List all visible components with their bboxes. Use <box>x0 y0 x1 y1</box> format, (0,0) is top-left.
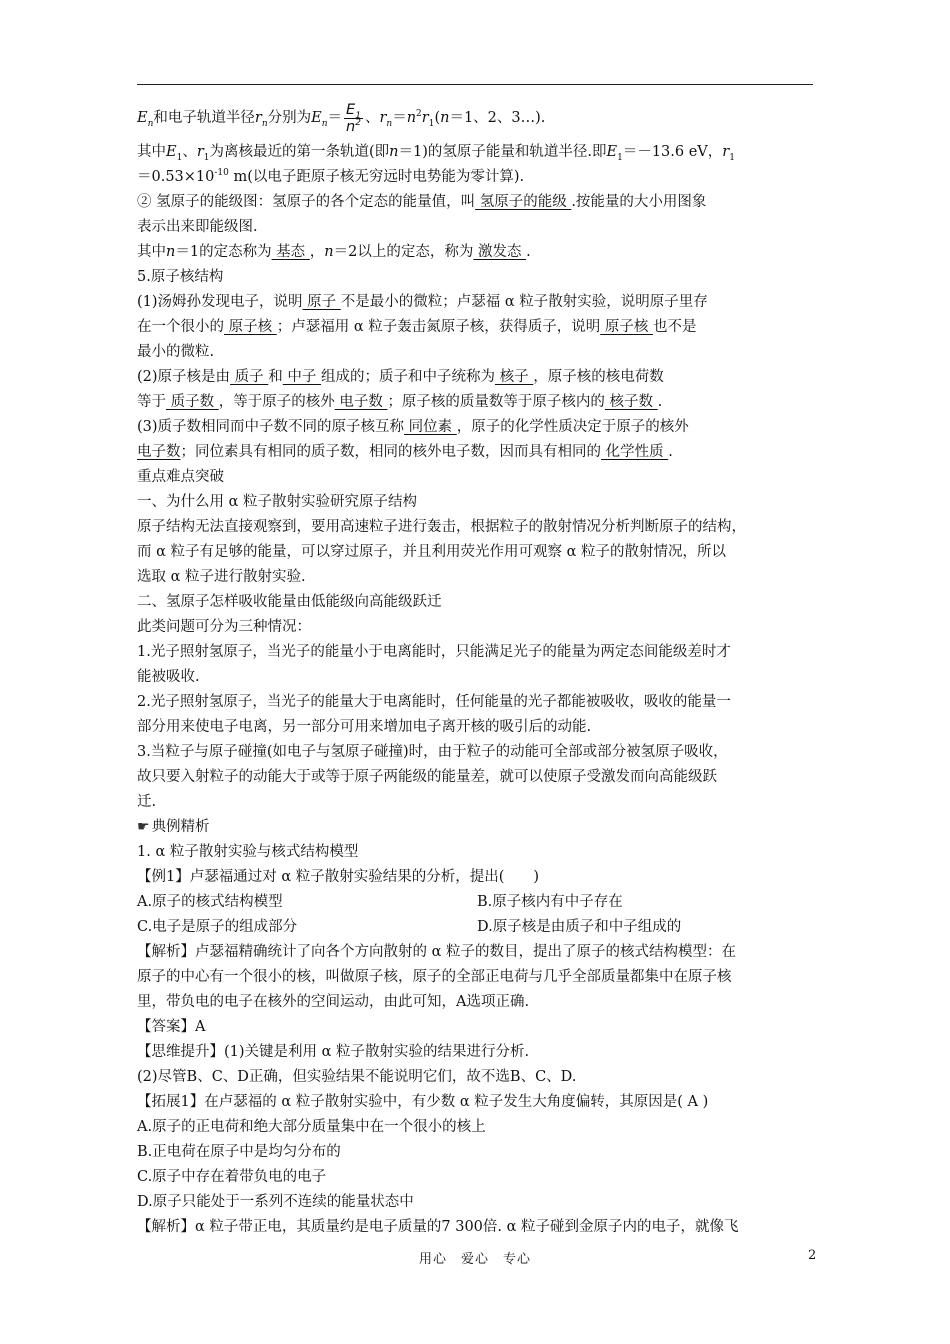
text-line: 最小的微粒. <box>137 344 215 360</box>
text-line: (1)汤姆孙发现电子，说明 原子 不是最小的微粒；卢瑟福 α 粒子散射实验，说明原子里存 <box>137 294 708 310</box>
text-line: 故只要入射粒子的动能大于或等于原子两能级的能量差，就可以使原子受激发而向高能级跃 <box>137 769 717 785</box>
blank-answer: 核子数 <box>604 394 658 410</box>
blank-answer: 原子核 <box>600 319 653 335</box>
blank-answer: 激发态 <box>473 244 527 260</box>
text-line: 能被吸收. <box>137 669 200 685</box>
page-number: 2 <box>808 1248 817 1263</box>
text-line: 而 α 粒子有足够的能量，可以穿过原子，并且利用荧光作用可观察 α 粒子的散射情况，所以 <box>137 544 727 560</box>
text-line: 原子结构无法直接观察到，要用高速粒子进行轰击，根据粒子的散射情况分析判断原子的结构， <box>137 519 746 535</box>
blank-answer: 同位素 <box>404 419 457 435</box>
blank-answer: 质子 <box>230 369 269 385</box>
option-row <box>137 890 817 915</box>
footer-motto: 用心 爱心 专心 <box>418 1252 531 1267</box>
header-rule <box>137 84 813 85</box>
text-line: 【解析】卢瑟福精确统计了向各个方向散射的 α 粒子的数目，提出了原子的核式结构模型：在 <box>137 944 737 960</box>
option-d: D.原子核是由质子和中子组成的 <box>477 919 682 935</box>
text-line: 选取 α 粒子进行散射实验. <box>137 569 306 585</box>
text-line: 迁. <box>137 794 157 810</box>
pointing-hand-icon: ☛ <box>137 819 150 835</box>
text-line: 电子数；同位素具有相同的质子数，相同的核外电子数，因而具有相同的 化学性质 . <box>137 444 673 460</box>
section-heading: 1. α 粒子散射实验与核式结构模型 <box>137 844 359 860</box>
option-row <box>137 915 817 940</box>
section-heading: 5.原子核结构 <box>137 269 224 285</box>
text-line: 1.光子照射氢原子，当光子的能量小于电离能时，只能满足光子的能量为两定态间能级差时才 <box>137 644 731 660</box>
text-line: 【思维提升】(1)关键是利用 α 粒子散射实验的结果进行分析. <box>137 1044 530 1060</box>
text-line: ② 氢原子的能级图：氢原子的各个定态的能量值，叫 氢原子的能级 .按能量的大小用图象 <box>137 194 707 210</box>
blank-answer: 氢原子的能级 <box>475 194 572 210</box>
option-line: A.原子的正电荷和绝大部分质量集中在一个很小的核上 <box>137 1119 486 1135</box>
blank-answer: 基态 <box>271 244 310 260</box>
blank-answer: 电子数 <box>137 444 181 460</box>
option-b: B.原子核内有中子存在 <box>477 894 623 910</box>
option-a: A.原子的核式结构模型 <box>137 894 283 910</box>
blank-answer: 原子 <box>302 294 341 310</box>
text-line: 原子的中心有一个很小的核，叫做原子核，原子的全部正电荷与几乎全部质量都集中在原子核 <box>137 969 732 985</box>
question-line: 【例1】卢瑟福通过对 α 粒子散射实验结果的分析，提出( ) <box>137 869 540 885</box>
section-heading: 一、为什么用 α 粒子散射实验研究原子结构 <box>137 494 418 510</box>
option-line: B.正电荷在原子中是均匀分布的 <box>137 1144 341 1160</box>
text-line: 其中n＝1的定态称为 基态 ，n＝2以上的定态，称为 激发态 . <box>137 244 531 260</box>
text-line: 里，带负电的电子在核外的空间运动，由此可知，A选项正确. <box>137 994 530 1010</box>
question-line: 【拓展1】在卢瑟福的 α 粒子散射实验中，有少数 α 粒子发生大角度偏转，其原因是( A ) <box>137 1094 709 1110</box>
text-line: 其中$E_1$、$r_1$为离核最近的第一条轨道(即n＝1)的氢原子能量和轨道半径.即$E_1=-13.6$ eV，$r_1$ <box>137 144 735 163</box>
blank-answer: 核子 <box>494 369 534 385</box>
text-line: 在一个很小的 原子核 ；卢瑟福用 α 粒子轰击氮原子核，获得质子，说明 原子核 也不是 <box>137 319 697 335</box>
text-line: 等于 质子数 ，等于原子的核外 电子数 ；原子核的质量数等于原子核内的 核子数 . <box>137 394 663 410</box>
option-line: C.原子中存在着带负电的电子 <box>137 1169 327 1185</box>
option-line: D.原子只能处于一系列不连续的能量状态中 <box>137 1194 414 1210</box>
blank-answer: 化学性质 <box>601 444 669 460</box>
section-heading: 二、氢原子怎样吸收能量由低能级向高能级跃迁 <box>137 594 442 610</box>
option-c: C.电子是原子的组成部分 <box>137 919 298 935</box>
text-line: 表示出来即能级图. <box>137 219 258 235</box>
text-line: 部分用来使电子电离，另一部分可用来增加电子离开核的吸引后的动能. <box>137 719 592 735</box>
blank-answer: 原子核 <box>224 319 277 335</box>
text-line: $E_n$和电子轨道半径$r_n$分别为$E_n=$ $\frac{E_1}{n^2}$ 、$r_n=n^2r_1(n=1$、2、3…). <box>137 101 546 135</box>
text-line: 2.光子照射氢原子，当光子的能量大于电离能时，任何能量的光子都能被吸收，吸收的能量一 <box>137 694 731 710</box>
section-heading: 重点难点突破 <box>137 469 224 485</box>
text-line: (2)原子核是由 质子 和 中子 组成的；质子和中子统称为 核子 ，原子核的核电荷数 <box>137 369 664 385</box>
blank-answer: 中子 <box>282 369 321 385</box>
blank-answer: 质子数 <box>166 394 219 410</box>
page-body <box>137 96 817 1240</box>
section-heading: ☛ 典例精析 <box>137 815 817 840</box>
energy-fraction: $\frac{E_1}{n^2}$ <box>346 101 361 135</box>
text-line: (3)质子数相同而中子数不同的原子核互称 同位素 ，原子的化学性质决定于原子的核外 <box>137 419 689 435</box>
answer-line: 【答案】A <box>137 1019 206 1035</box>
text-line: 【解析】α 粒子带正电，其质量约是电子质量的7 300倍. α 粒子碰到金原子内的电子，就像飞 <box>137 1219 739 1235</box>
text-line: 此类问题可分为三种情况： <box>137 619 311 635</box>
blank-answer: 电子数 <box>334 394 388 410</box>
text-line: $=0.53\times 10^{-10}$ m(以电子距原子核无穷远时电势能为零计算). <box>137 168 525 185</box>
text-line: 3.当粒子与原子碰撞(如电子与氢原子碰撞)时，由于粒子的动能可全部或部分被氢原子吸收， <box>137 744 728 760</box>
text-line: (2)尽管B、C、D正确，但实验结果不能说明它们，故不选B、C、D. <box>137 1069 577 1085</box>
